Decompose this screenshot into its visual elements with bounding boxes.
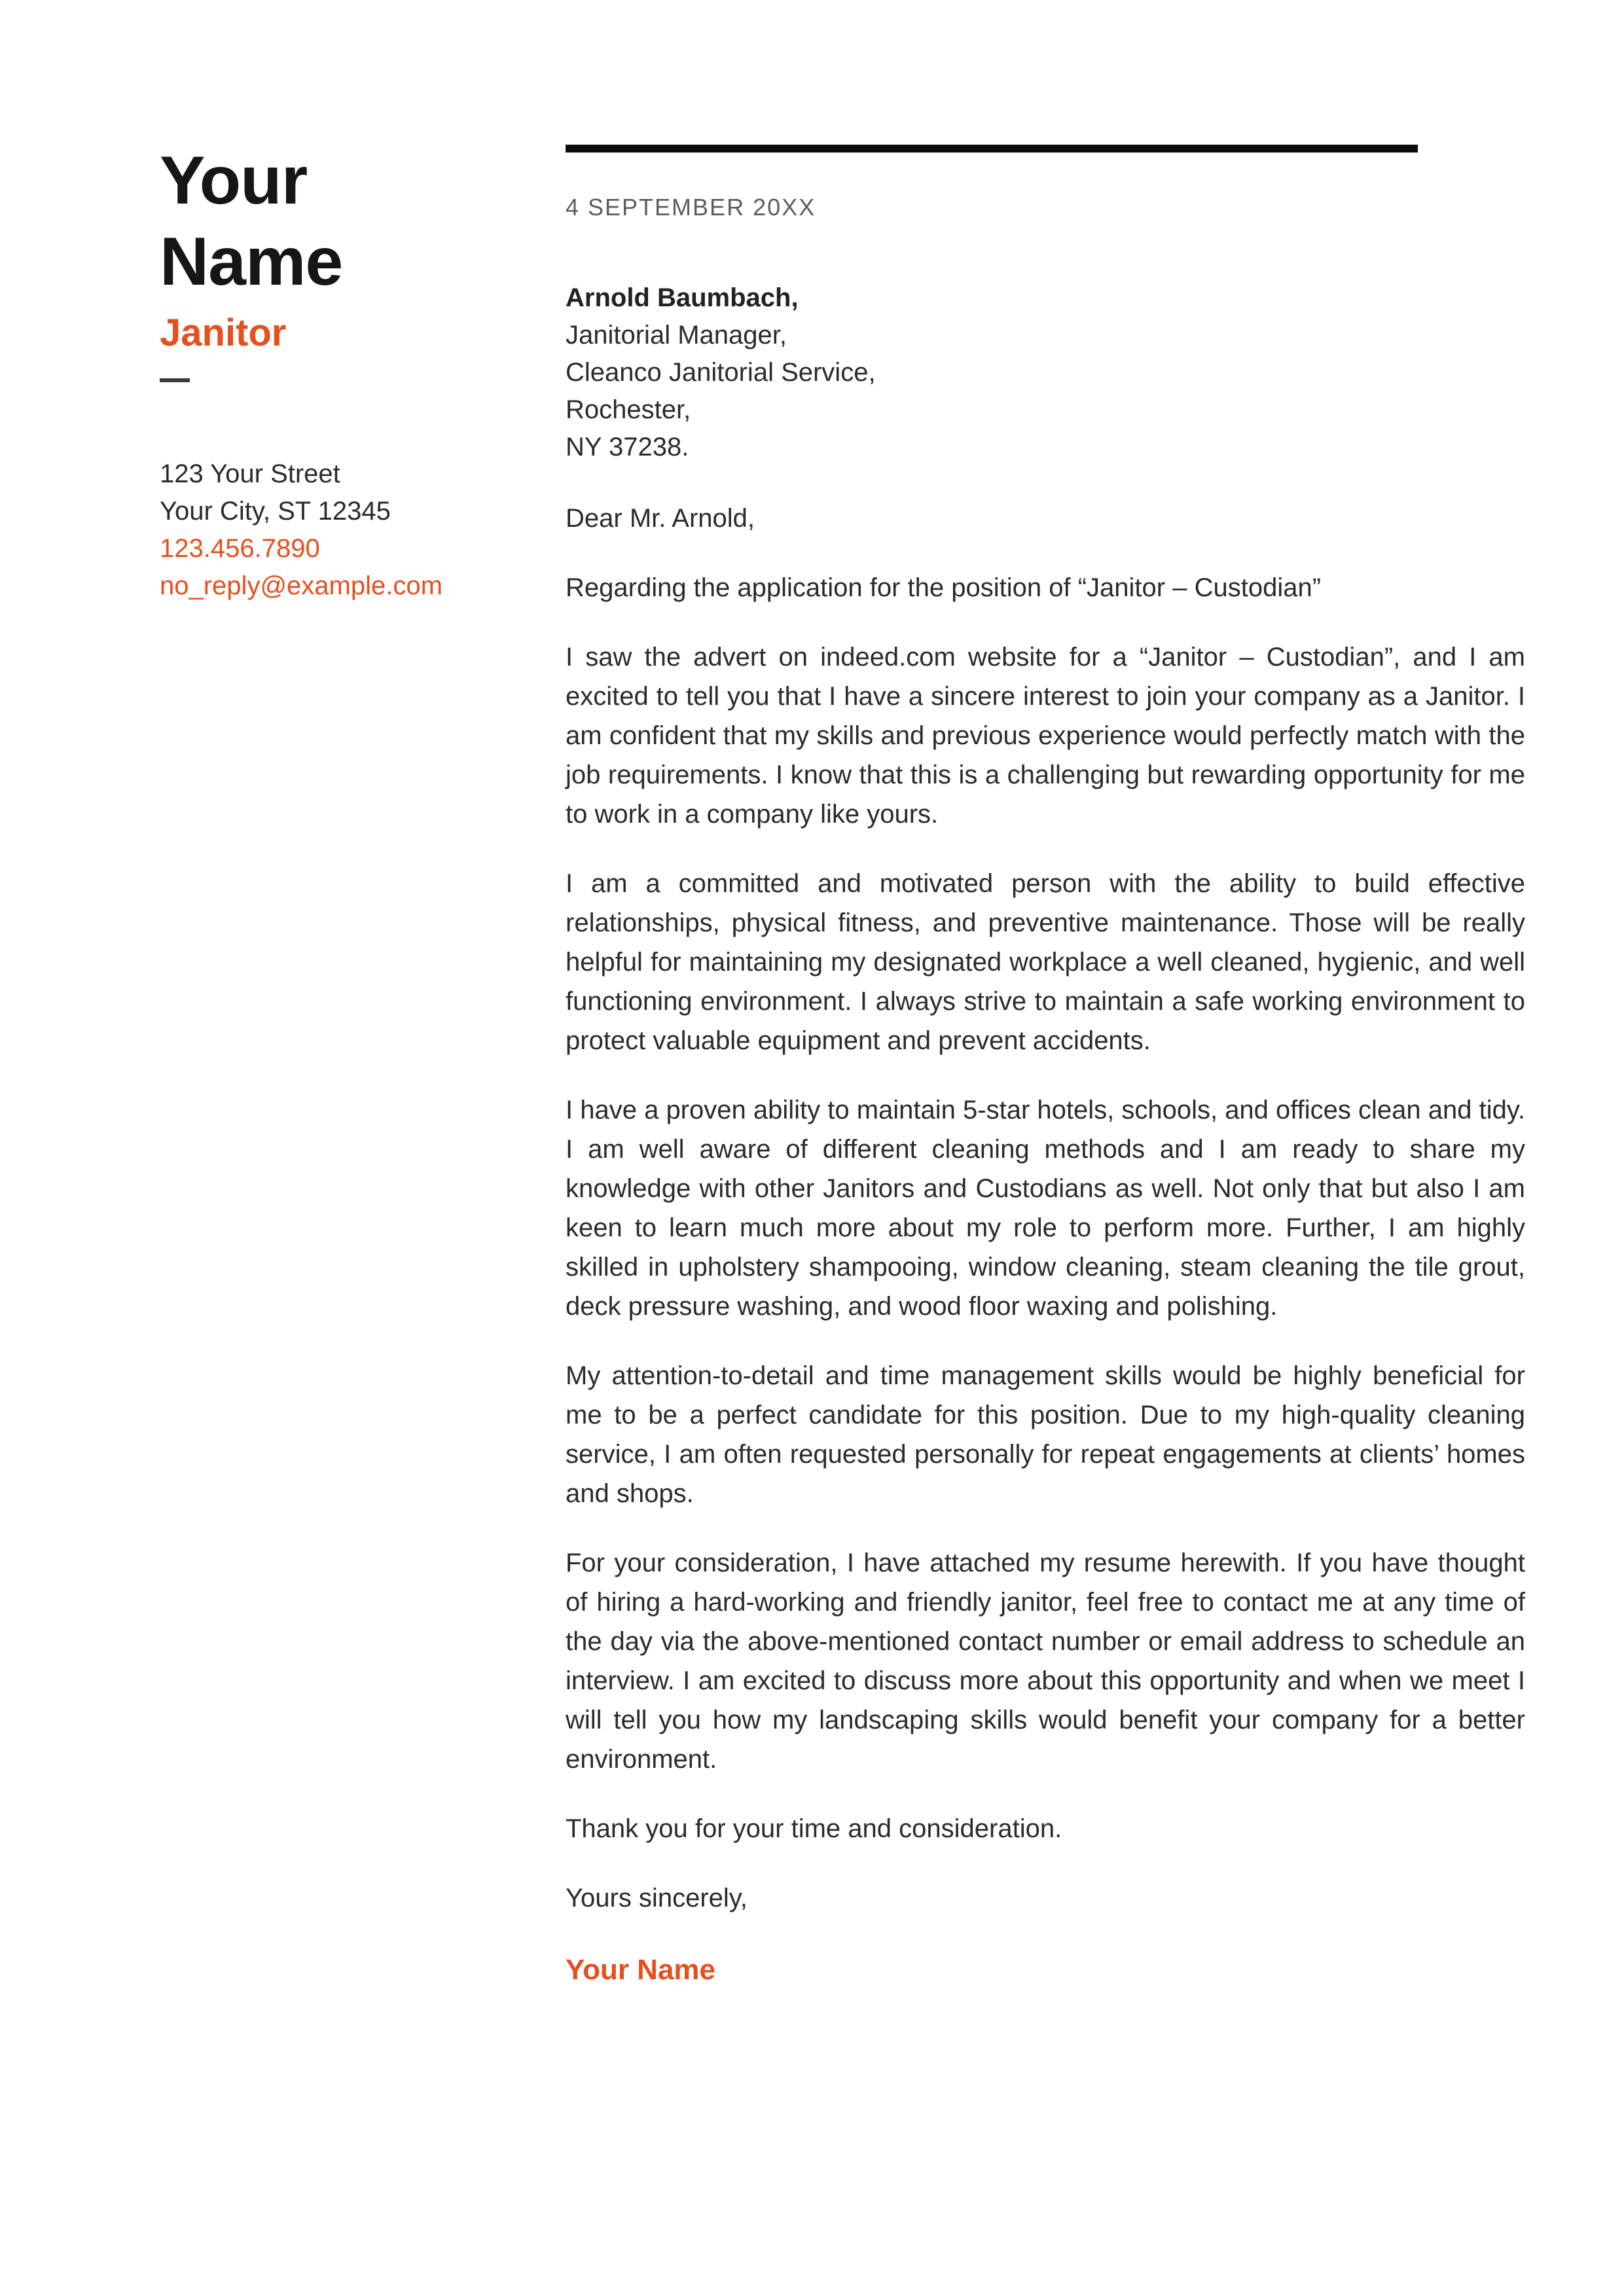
- address-line-1: 123 Your Street: [160, 459, 340, 488]
- letter-paragraph-4: My attention-to-detail and time management skills would be highly beneficial for me to be a perfect candidate for this position. Due to my high-quality cleaning service, I am often requested personally for repeat engagements at clients’ homes and shops.: [566, 1361, 1525, 1508]
- recipient-title: Janitorial Manager,: [566, 321, 787, 350]
- phone-number[interactable]: 123.456.7890: [160, 534, 320, 563]
- letter-date: 4 SEPTEMBER 20XX: [566, 194, 816, 221]
- letter-main: [566, 140, 1525, 2296]
- valediction: Yours sincerely,: [566, 1884, 748, 1912]
- divider-dash: [160, 378, 190, 382]
- recipient-zip: NY 37238.: [566, 433, 689, 461]
- recipient-name: Arnold Baumbach,: [566, 283, 799, 312]
- signature-name: Your Name: [566, 1954, 716, 1986]
- closing-thanks: Thank you for your time and consideration.: [566, 1814, 1062, 1843]
- applicant-name-line1: Your: [160, 143, 308, 219]
- salutation: Dear Mr. Arnold,: [566, 504, 755, 533]
- sidebar: [160, 140, 566, 2296]
- header-rule: [566, 145, 1418, 152]
- recipient-city: Rochester,: [566, 395, 691, 424]
- recipient-block: [566, 279, 1525, 466]
- subject-line: Regarding the application for the position of “Janitor – Custodian”: [566, 573, 1322, 602]
- contact-block: [160, 456, 566, 605]
- address-line-2: Your City, ST 12345: [160, 497, 391, 526]
- applicant-name-line2: Name: [160, 224, 343, 300]
- recipient-company: Cleanco Janitorial Service,: [566, 358, 876, 387]
- letter-paragraph-1: I saw the advert on indeed.com website for a “Janitor – Custodian”, and I am excited to tell you that I have a sincere interest to join your company as a Janitor. I am confident that my skills and previous experience would perfectly match with the job requirements. I know that this is a challenging but rewarding opportunity for me to work in a company like yours.: [566, 643, 1525, 829]
- letter-paragraph-3: I have a proven ability to maintain 5-star hotels, schools, and offices clean and tidy. I am well aware of different cleaning methods and I am ready to share my knowledge with other Janitors and Custodians as well. Not only that but also I am keen to learn much more about my role to perform more. Further, I am highly skilled in upholstery shampooing, window cleaning, steam cleaning the tile grout, deck pressure washing, and wood floor waxing and polishing.: [566, 1096, 1526, 1321]
- email-address[interactable]: no_reply@example.com: [160, 571, 442, 600]
- applicant-job-title: Janitor: [160, 312, 287, 354]
- applicant-name: [160, 140, 566, 302]
- letter-paragraph-5: For your consideration, I have attached my resume herewith. If you have thought of hiring a hard-working and friendly janitor, feel free to contact me at any time of the day via the above-mentioned contact number or email address to schedule an interview. I am excited to discuss more about this opportunity and when we meet I will tell you how my landscaping skills would benefit your company for a better environment.: [566, 1549, 1525, 1774]
- letter-paragraph-2: I am a committed and motivated person with the ability to build effective relationships, physical fitness, and preventive maintenance. Those will be really helpful for maintaining my designated workplace a well cleaned, hygienic, and well functioning environment. I always strive to maintain a safe working environment to protect valuable equipment and prevent accidents.: [566, 869, 1525, 1055]
